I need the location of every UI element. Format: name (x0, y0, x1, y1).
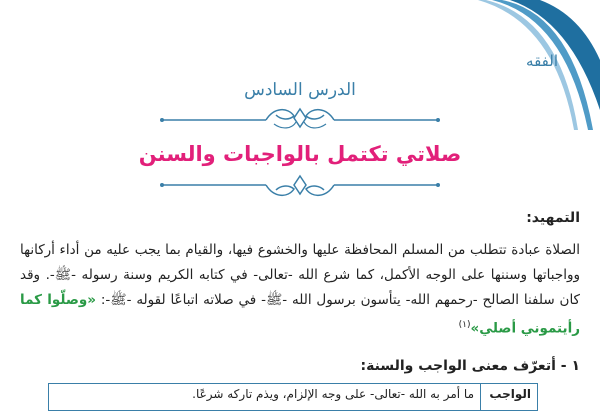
footnote-marker: (١) (458, 320, 471, 330)
intro-text: الصلاة عبادة تتطلب من المسلم المحافظة عليها والخشوع فيها، والقيام بما يجب عليه من أداء أركانها وواجباتها وسننها على الوجه الأكمل، كما شرع الله -تعالى- في كتابه الكريم وسنة رسوله -ﷺ-. وقد كان سلفنا الصالح -رحمهم الله- يتأسون برسول الله -ﷺ- في صلاته اتباعًا لقوله -ﷺ-: (20, 242, 580, 308)
hadith-quote: «وصلّوا كما رأيتموني أصلي» (20, 292, 580, 337)
table-row (49, 384, 538, 411)
subject-label: الفقه (526, 52, 558, 70)
intro-heading: التمهيد: (526, 210, 580, 226)
ornament-bottom-divider (156, 172, 444, 202)
lesson-number: الدرس السادس (244, 80, 356, 100)
question-1-heading: ١ - أتعرّف معنى الواجب والسنة: (360, 358, 580, 374)
definition-text: ما أمر به الله -تعالى- على وجه الإلزام، ويذم تاركه شرعًا. (49, 384, 481, 411)
intro-paragraph (20, 238, 580, 342)
ornament-top-divider (156, 103, 444, 133)
definitions-table (48, 383, 538, 411)
lesson-title: صلاتي تكتمل بالواجبات والسنن (138, 142, 462, 166)
definition-term: الواجب (481, 384, 538, 411)
